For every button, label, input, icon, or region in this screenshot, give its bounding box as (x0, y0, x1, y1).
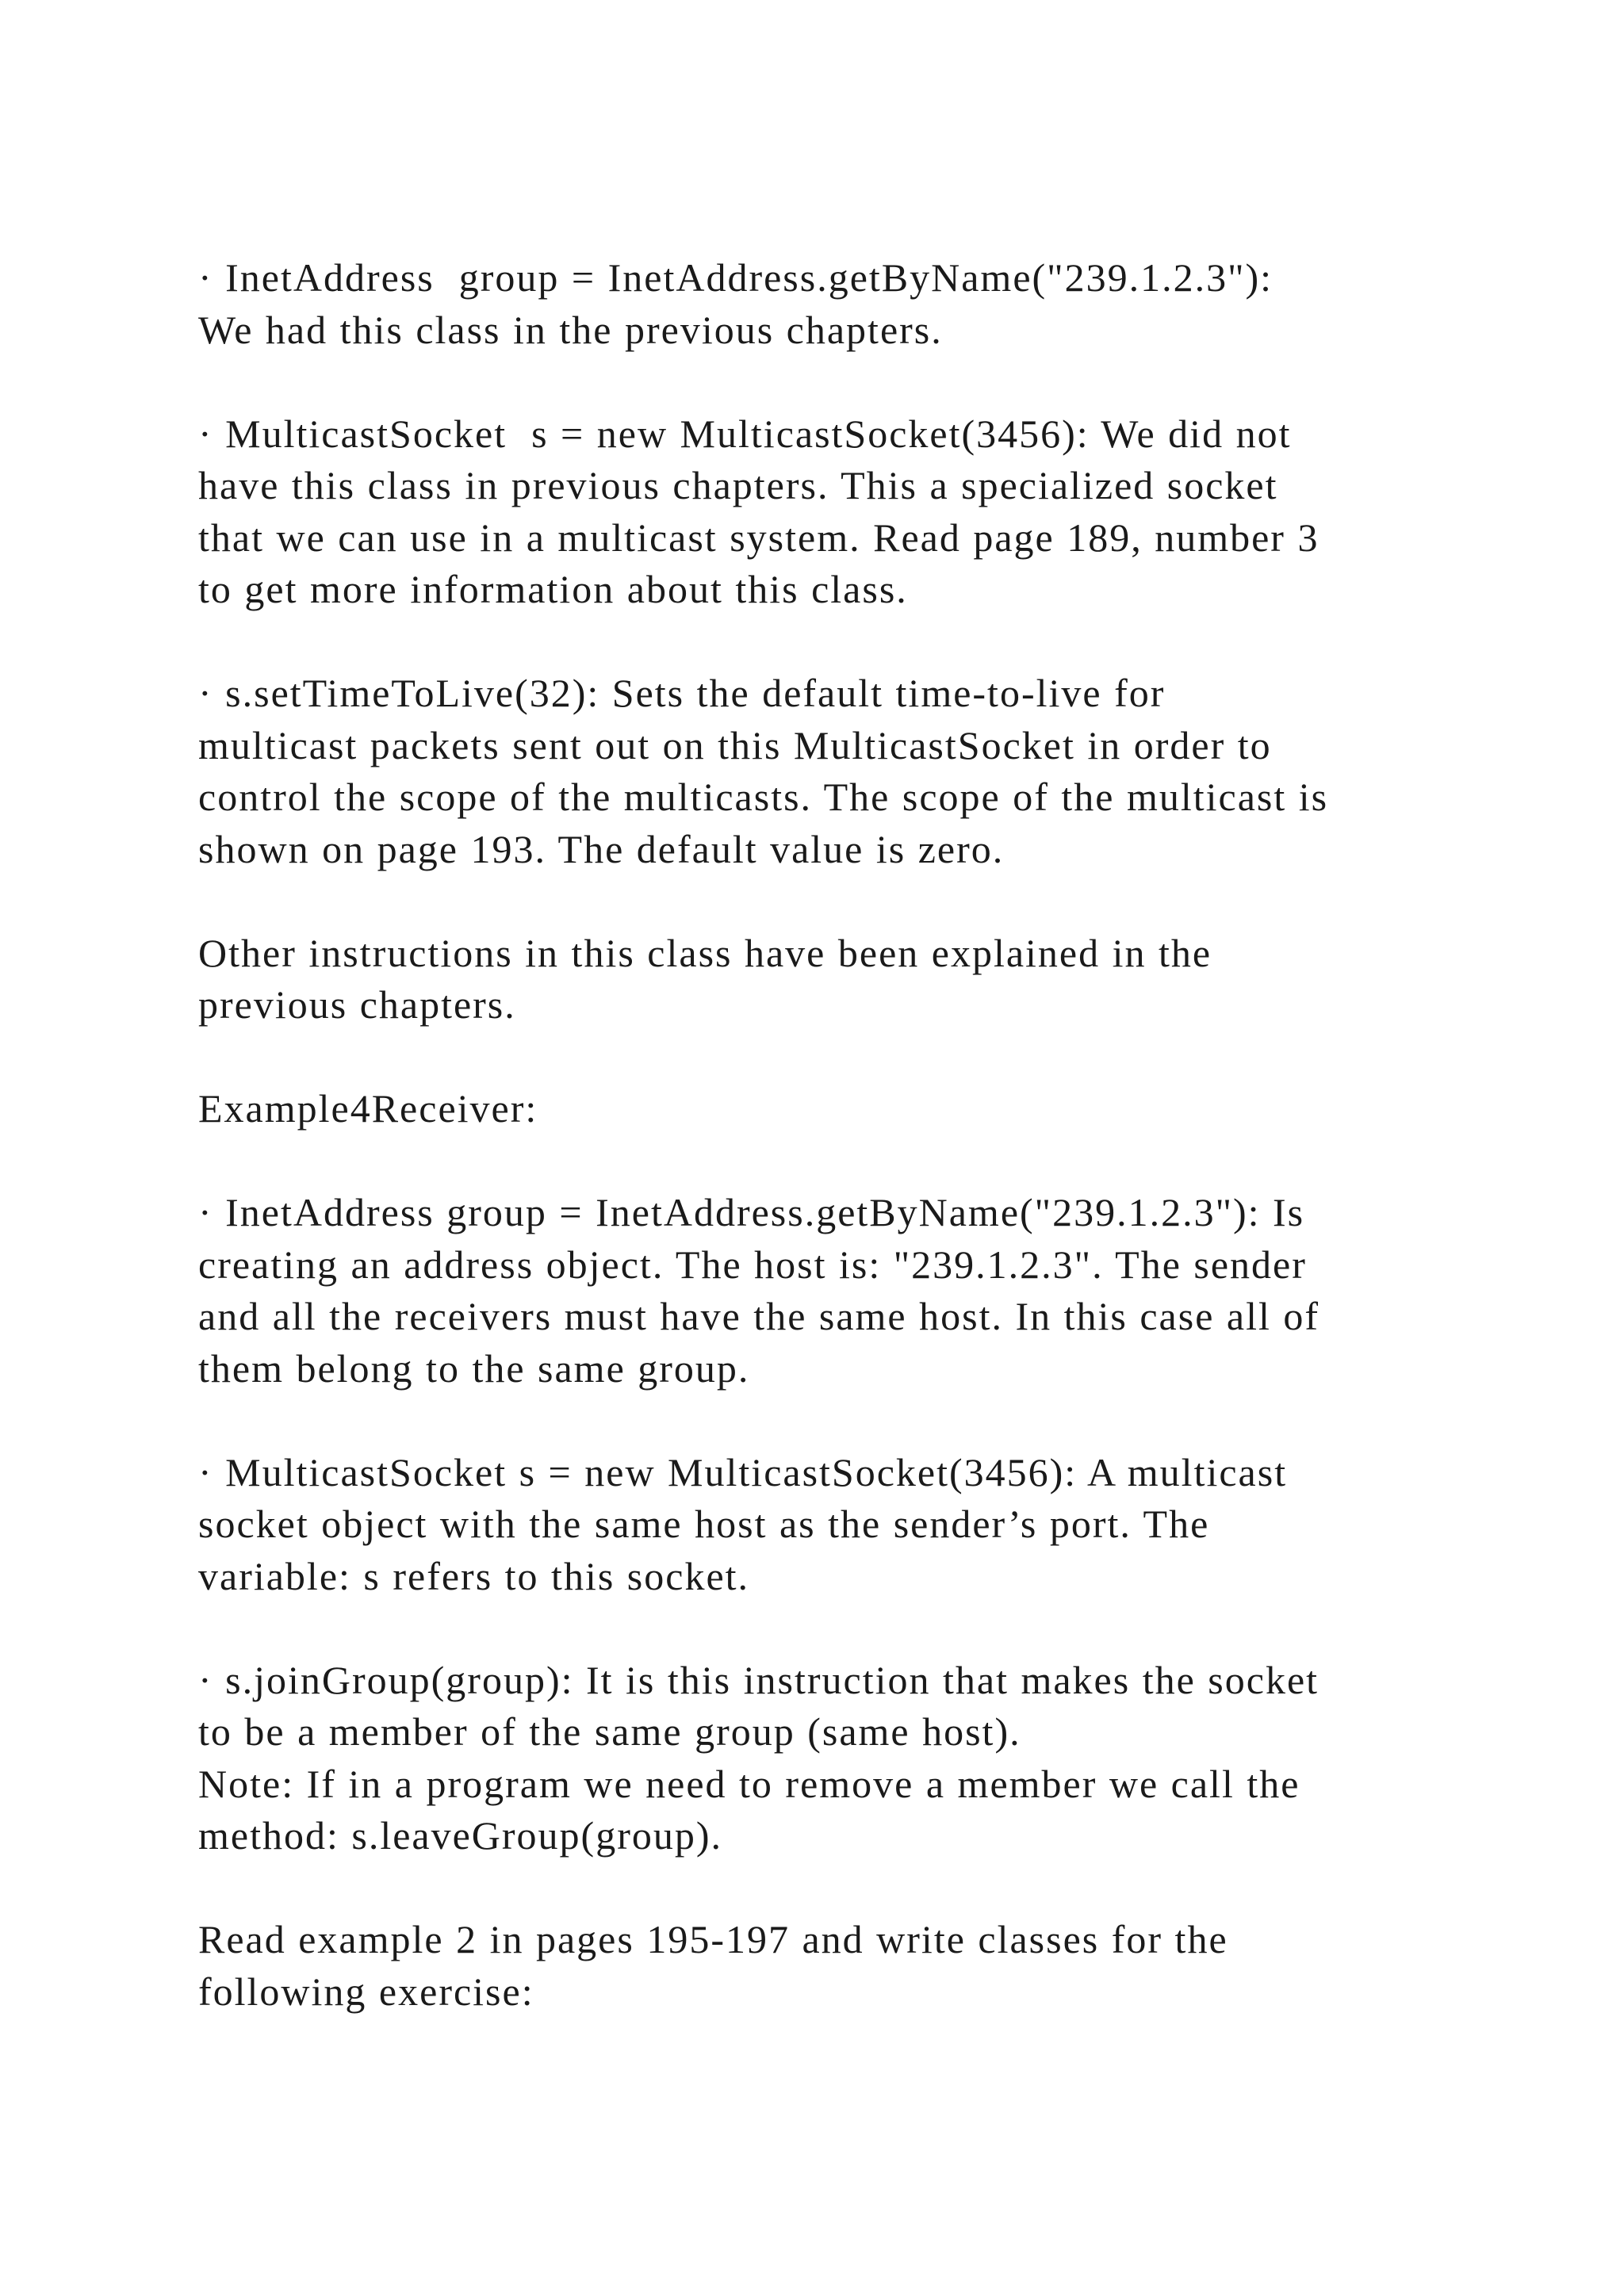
paragraph-inetaddress-receiver (198, 1187, 1507, 1395)
text-line: them belong to the same group. (198, 1345, 750, 1391)
text-line: · MulticastSocket s = new MulticastSocket(3456): A multicast (198, 1449, 1288, 1494)
text-line: shown on page 193. The default value is zero. (198, 826, 1005, 871)
text-line: to get more information about this class. (198, 567, 908, 611)
text-line: Read example 2 in pages 195-197 and write classes for the (198, 1917, 1228, 1961)
paragraph-joingroup (198, 1655, 1507, 1862)
text-line: have this class in previous chapters. This a specialized socket (198, 463, 1278, 507)
text-line: · s.setTimeToLive(32): Sets the default time-to-live for (198, 671, 1166, 715)
text-line: · MulticastSocket s = new MulticastSocket(3456): We did not (198, 411, 1292, 456)
paragraph-inetaddress-sender (198, 252, 1507, 356)
paragraph-read-example (198, 1914, 1507, 2018)
paragraph-other-instructions (198, 928, 1507, 1031)
text-line: that we can use in a multicast system. Read page 189, number 3 (198, 515, 1320, 560)
text-line: and all the receivers must have the same host. In this case all of (198, 1294, 1320, 1338)
document-page (198, 252, 1507, 2070)
text-line: · InetAddress group = InetAddress.getByName("239.1.2.3"): Is (198, 1190, 1305, 1234)
text-line: · s.joinGroup(group): It is this instruction that makes the socket (198, 1657, 1320, 1702)
text-line: variable: s refers to this socket. (198, 1553, 750, 1598)
paragraph-multicastsocket-sender (198, 408, 1507, 616)
section-heading-example4receiver (198, 1083, 1507, 1135)
text-line: control the scope of the multicasts. The scope of the multicast is (198, 775, 1329, 819)
text-line: · InetAddress group = InetAddress.getByName("239.1.2.3"): (198, 255, 1274, 300)
text-line: creating an address object. The host is: "239.1.2.3". The sender (198, 1242, 1307, 1287)
text-line: to be a member of the same group (same host). (198, 1709, 1021, 1754)
text-line: Example4Receiver: (198, 1086, 538, 1131)
text-line: We had this class in the previous chapters. (198, 307, 943, 352)
text-line: Note: If in a program we need to remove a member we call the (198, 1761, 1300, 1806)
text-line: socket object with the same host as the sender’s port. The (198, 1502, 1210, 1546)
paragraph-settimetolive (198, 668, 1507, 875)
paragraph-multicastsocket-receiver (198, 1447, 1507, 1603)
text-line: following exercise: (198, 1969, 534, 2014)
text-line: method: s.leaveGroup(group). (198, 1813, 723, 1858)
text-line: Other instructions in this class have been explained in the (198, 930, 1212, 975)
text-line: previous chapters. (198, 982, 516, 1027)
text-line: multicast packets sent out on this MulticastSocket in order to (198, 722, 1272, 767)
